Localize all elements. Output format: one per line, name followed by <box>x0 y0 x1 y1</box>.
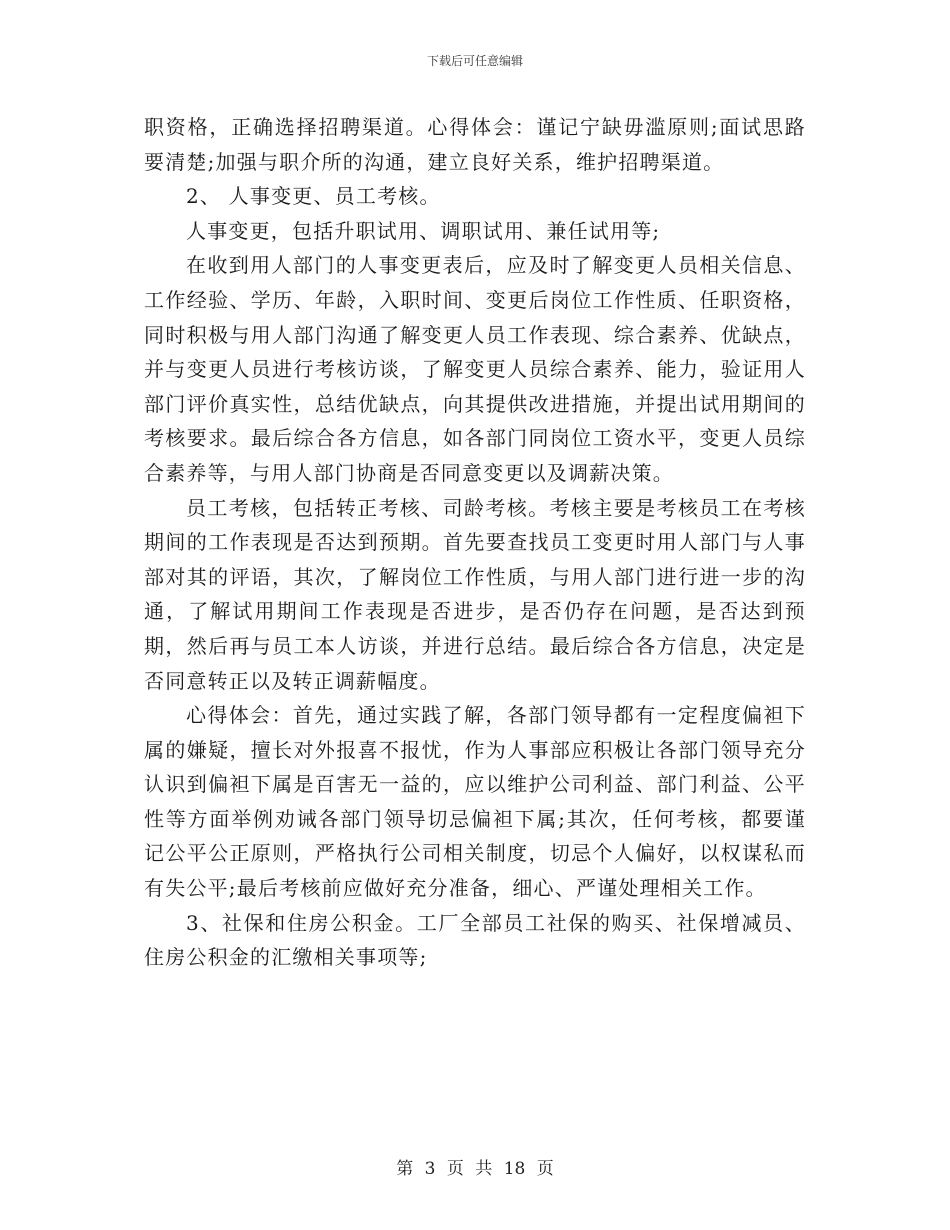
paragraph-1: 职资格，正确选择招聘渠道。心得体会：谨记宁缺毋滥原则;面试思路要清楚;加强与职介所的沟通，建立良好关系，维护招聘渠道。 <box>144 115 806 174</box>
paragraph-7: 3、社保和住房公积金。工厂全部员工社保的购买、社保增减员、住房公积金的汇缴相关事项等; <box>144 910 806 970</box>
page-header: 下载后可任意编辑 <box>426 54 523 68</box>
document-body <box>144 110 806 975</box>
paragraph-6: 心得体会：首先，通过实践了解，各部门领导都有一定程度偏袒下属的嫌疑，擅长对外报喜不报忧，作为人事部应积极让各部门领导充分认识到偏袒下属是百害无一益的，应以维护公司利益、部门利益、公平性等方面举例劝诫各部门领导切忌偏袒下属;其次，任何考核，都要谨记公平公正原则，严格执行公司相关制度，切忌个人偏好，以权谋私而有失公平;最后考核前应做好充分准备，细心、严谨处理相关工作。 <box>144 703 806 901</box>
paragraph-3: 人事变更，包括升职试用、调职试用、兼任试用等; <box>186 218 661 243</box>
paragraph-2: 2、 人事变更、员工考核。 <box>186 184 441 209</box>
paragraph-4: 在收到用人部门的人事变更表后，应及时了解变更人员相关信息、工作经验、学历、年龄，入职时间、变更后岗位工作性质、任职资格，同时积极与用人部门沟通了解变更人员工作表现、综合素养、优缺点，并与变更人员进行考核访谈，了解变更人员综合素养、能力，验证用人部门评价真实性，总结优缺点，向其提供改进措施，并提出试用期间的考核要求。最后综合各方信息，如各部门同岗位工资水平，变更人员综合素养等，与用人部门协商是否同意变更以及调薪决策。 <box>144 253 806 485</box>
paragraph-5: 员工考核，包括转正考核、司龄考核。考核主要是考核员工在考核期间的工作表现是否达到预期。首先要查找员工变更时用人部门与人事部对其的评语，其次，了解岗位工作性质，与用人部门进行进一步的沟通，了解试用期间工作表现是否进步，是否仍存在问题，是否达到预期，然后再与员工本人访谈，并进行总结。最后综合各方信息，决定是否同意转正以及转正调薪幅度。 <box>144 495 806 693</box>
page-footer: 第 3 页 共 18 页 <box>396 1159 554 1179</box>
